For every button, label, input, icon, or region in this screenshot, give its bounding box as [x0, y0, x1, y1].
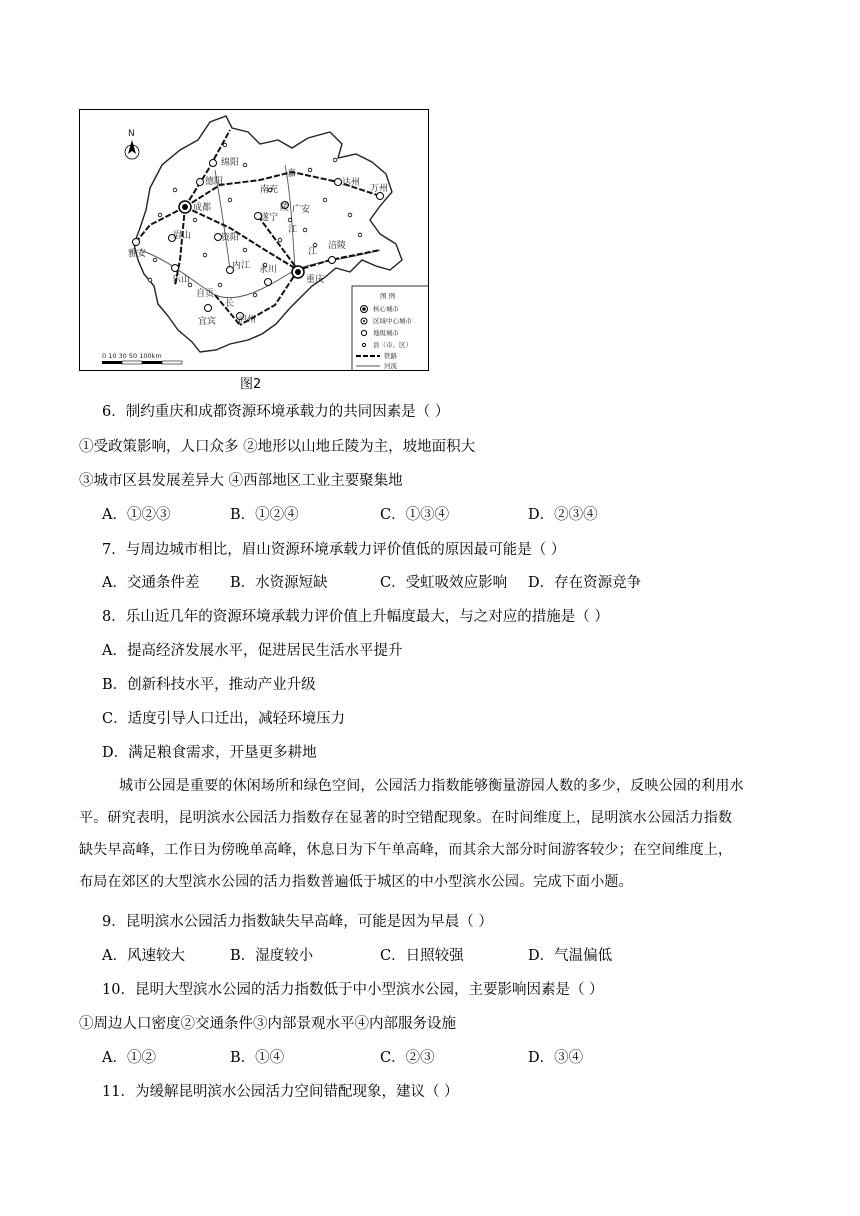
legend-regional: 区域中心城市	[373, 317, 412, 325]
label-jiang2: 江	[308, 247, 318, 257]
label-suining: 遂宁	[260, 213, 279, 223]
reading-passage	[79, 770, 789, 898]
label-yibin: 宜宾	[198, 317, 217, 327]
option-b[interactable]: B．①④	[230, 1050, 285, 1066]
label-jia: 嘉	[287, 169, 297, 179]
label-nanchong: 南充	[260, 185, 279, 195]
label-deyang: 德阳	[205, 177, 224, 187]
question-8-stem: 8．乐山近几年的资源环境承载力评价值上升幅度最大，与之对应的措施是（ ）	[102, 609, 609, 625]
label-zigong: 自贡	[196, 289, 215, 299]
option-c[interactable]: C．受虹吸效应影响	[380, 575, 508, 591]
legend-river: 河流	[384, 362, 397, 370]
question-9-options	[102, 946, 612, 966]
option-a[interactable]: A．交通条件差	[102, 575, 200, 591]
passage-line-4: 布局在郊区的大型滨水公园的活力指数普遍低于城区的中小型滨水公园。完成下面小题。	[79, 874, 633, 890]
question-7-stem: 7．与周边城市相比，眉山资源环境承载力评价值低的原因最可能是（ ）	[102, 542, 566, 558]
label-chengdu: 成都	[193, 203, 212, 213]
question-6-options	[102, 505, 598, 525]
question-9-stem: 9．昆明滨水公园活力指数缺失早高峰，可能是因为早晨（ ）	[102, 914, 493, 930]
question-6-stem: 6．制约重庆和成都资源环境承载力的共同因素是（ ）	[102, 404, 450, 420]
option-c[interactable]: C．日照较强	[380, 948, 464, 964]
legend-core: 核心城市	[373, 305, 399, 313]
label-dazhou: 达州	[342, 178, 361, 188]
passage-line-3: 缺失早高峰，工作日为傍晚单高峰，休息日为下午单高峰，而其余大部分时间游客较少；在空间维度上，	[79, 842, 733, 858]
label-ling: 陵	[280, 203, 290, 213]
label-guangan: 广安	[292, 205, 311, 215]
legend-rail: 铁路	[384, 352, 397, 360]
option-a[interactable]: A．风速较大	[102, 948, 185, 964]
scale-label: 0 10 30 50 100km	[102, 352, 162, 360]
passage-line-2: 平。研究表明，昆明滨水公园活力指数存在显著的时空错配现象。在时间维度上，昆明滨水公园活力指数	[79, 810, 733, 826]
label-chongqing: 重庆	[306, 275, 325, 285]
map-figure	[79, 109, 429, 371]
option-d[interactable]: D．②③④	[528, 507, 598, 523]
map-legend	[352, 286, 429, 371]
north-arrow-icon	[125, 129, 139, 159]
option-d[interactable]: D．满足粮食需求，开垦更多耕地	[102, 745, 317, 761]
label-neijiang: 内江	[232, 261, 251, 271]
label-meishan: 眉山	[173, 231, 192, 241]
label-fuling: 涪陵	[328, 241, 347, 251]
legend-county: 县（市、区）	[373, 341, 412, 349]
legend-title: 图 例	[380, 292, 396, 300]
question-6-statement-1: ①受政策影响，人口众多 ②地形以山地丘陵为主，坡地面积大	[79, 439, 476, 455]
question-6-statement-2: ③城市区县发展差异大 ④西部地区工业主要聚集地	[79, 473, 403, 489]
question-10-statement: ①周边人口密度②交通条件③内部景观水平④内部服务设施	[79, 1016, 456, 1032]
question-7-options	[102, 573, 641, 593]
question-10-stem: 10．昆明大型滨水公园的活力指数低于中小型滨水公园，主要影响因素是（ ）	[102, 982, 604, 998]
option-a[interactable]: A．①②	[102, 1050, 156, 1066]
label-yongchuan: 永川	[259, 265, 278, 275]
option-c[interactable]: C．②③	[380, 1050, 435, 1066]
label-ziyang: 资阳	[221, 233, 240, 243]
label-luzhou: 泸州	[238, 315, 257, 325]
chengdu-chongqing-map	[80, 110, 429, 371]
question-11-stem: 11．为缓解昆明滨水公园活力空间错配现象，建议（ ）	[102, 1084, 459, 1100]
option-a[interactable]: A．①②③	[102, 507, 171, 523]
north-label: N	[128, 129, 135, 139]
river	[285, 165, 298, 270]
passage-line-1: 城市公园是重要的休闲场所和绿色空间，公园活力指数能够衡量游园人数的多少，反映公园的利用水	[119, 778, 744, 794]
figure-caption: 图2	[240, 377, 262, 392]
question-10-options	[102, 1048, 583, 1068]
legend-prefecture: 地级城市	[373, 329, 399, 337]
label-jiang1: 江	[288, 225, 298, 235]
label-yaan: 雅安	[128, 249, 147, 259]
label-wanzhou: 万州	[370, 184, 389, 194]
railways	[136, 130, 380, 325]
label-mianyang: 绵阳	[221, 158, 240, 168]
label-leshan: 乐山	[172, 275, 191, 285]
option-b[interactable]: B．湿度较小	[230, 948, 314, 964]
label-chang: 长	[225, 299, 235, 309]
option-c[interactable]: C．①③④	[380, 507, 450, 523]
option-b[interactable]: B．创新科技水平，推动产业升级	[102, 677, 316, 693]
option-d[interactable]: D．气温偏低	[528, 948, 613, 964]
option-b[interactable]: B．水资源短缺	[230, 575, 328, 591]
option-d[interactable]: D．存在资源竞争	[528, 575, 642, 591]
option-b[interactable]: B．①②④	[230, 507, 299, 523]
option-c[interactable]: C．适度引导人口迁出，减轻环境压力	[102, 711, 346, 727]
option-d[interactable]: D．③④	[528, 1050, 584, 1066]
option-a[interactable]: A．提高经济发展水平，促进居民生活水平提升	[102, 643, 403, 659]
scale-bar	[102, 352, 182, 364]
